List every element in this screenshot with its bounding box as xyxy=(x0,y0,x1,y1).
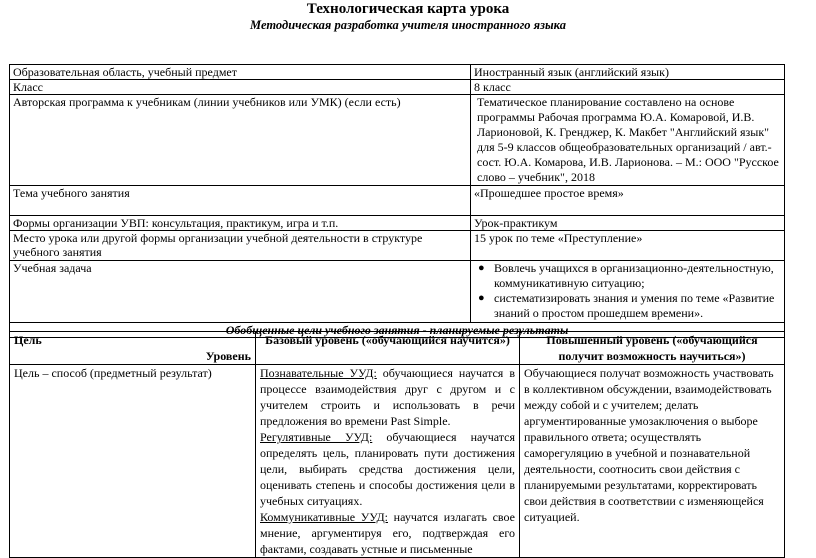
table-row xyxy=(10,332,785,365)
basic-level-header: Базовый уровень («обучающийся научится») xyxy=(256,332,520,365)
goals-title: Обобщенные цели учебного занятия - планируемые результаты xyxy=(10,323,785,338)
page-title: Технологическая карта урока xyxy=(306,1,510,17)
row-label: Учебная задача xyxy=(10,261,471,323)
row-label: Формы организации УВП: консультация, практикум, игра и т.п. xyxy=(10,216,471,231)
basic-level-cell xyxy=(256,365,520,558)
row-value: «Прошедшее простое время» xyxy=(471,186,785,216)
goal-level-header xyxy=(10,332,256,365)
lesson-info-table xyxy=(9,64,785,338)
table-row xyxy=(10,231,785,261)
goal-header-label: Цель xyxy=(14,333,42,347)
task-list xyxy=(474,261,781,321)
task-text: систематизировать знания и умения по теме «Развитие знаний о простом прошедшем времени». xyxy=(494,291,775,320)
row-label: Тема учебного занятия xyxy=(10,186,471,216)
list-item xyxy=(478,291,781,321)
cognitive-uud-text: обучающиеся научатся в процессе взаимодействия друг с другом и с учителем строить и использовать в речи предложения во времени Past Simple. xyxy=(260,366,515,428)
row-value: 8 класс xyxy=(471,80,785,95)
goal-row-label: Цель – способ (предметный результат) xyxy=(10,365,256,558)
row-value: Иностранный язык (английский язык) xyxy=(471,65,785,80)
table-row xyxy=(10,186,785,216)
task-text: Вовлечь учащихся в организационно-деятельностную, коммуникативную ситуацию; xyxy=(494,261,774,290)
table-row xyxy=(10,365,785,558)
goals-table xyxy=(9,331,785,558)
row-label: Образовательная область, учебный предмет xyxy=(10,65,471,80)
row-value: 15 урок по теме «Преступление» xyxy=(471,231,785,261)
bullet-icon: ● xyxy=(478,292,485,304)
communicative-uud-text: научатся излагать свое мнение, аргументируя его, подтверждая его фактами, создавать устные и письменные xyxy=(260,510,515,556)
table-row xyxy=(10,80,785,95)
task-list-cell xyxy=(471,261,785,323)
advanced-level-header: Повышенный уровень («обучающийся получит возможность научиться») xyxy=(520,332,785,365)
row-label: Авторская программа к учебникам (линии учебников или УМК) (если есть) xyxy=(10,95,471,186)
communicative-uud-title: Коммуникативные УУД: xyxy=(260,510,388,524)
row-label: Место урока или другой формы организации учебной деятельности в структуре учебного занятия xyxy=(10,231,471,261)
page-subtitle: Методическая разработка учителя иностранного языка xyxy=(250,18,566,32)
regulative-uud-text: обучающиеся научатся определять цель, планировать пути достижения цели, выбирать средства достижения цели, оценивать степень и способы достижения цели в учебных ситуациях. xyxy=(260,430,515,508)
list-item xyxy=(478,261,781,291)
table-row xyxy=(10,95,785,186)
table-row xyxy=(10,216,785,231)
row-value: Урок-практикум xyxy=(471,216,785,231)
cognitive-uud-title: Познавательные УУД: xyxy=(260,366,377,380)
row-value: Тематическое планирование составлено на основе программы Рабочая программа Ю.А. Комаровой, И.В. Ларионовой, К. Гренджер, К. Макбет "Английский язык" для 5-9 классов общеобразовательных организаций / авт.-сост. Ю.А. Комарова, И.В. Ларионова. – М.: ООО "Русское слово – учебник", 2018 xyxy=(471,95,785,186)
table-row xyxy=(10,65,785,80)
regulative-uud-title: Регулятивные УУД: xyxy=(260,430,373,444)
bullet-icon: ● xyxy=(478,262,485,274)
level-header-label: Уровень xyxy=(205,349,251,363)
table-row xyxy=(10,261,785,323)
advanced-level-cell: Обучающиеся получат возможность участвовать в коллективном обсуждении, взаимодействовать между собой и с учителем; делать аргументированные умозаключения о выборе правильного ответа; осуществлять саморегуляцию в учебной и познавательной деятельности, соотносить свои действия с планируемыми результатами, корректировать свои действия в соответствии с изменяющейся ситуацией. xyxy=(520,365,785,558)
row-label: Класс xyxy=(10,80,471,95)
